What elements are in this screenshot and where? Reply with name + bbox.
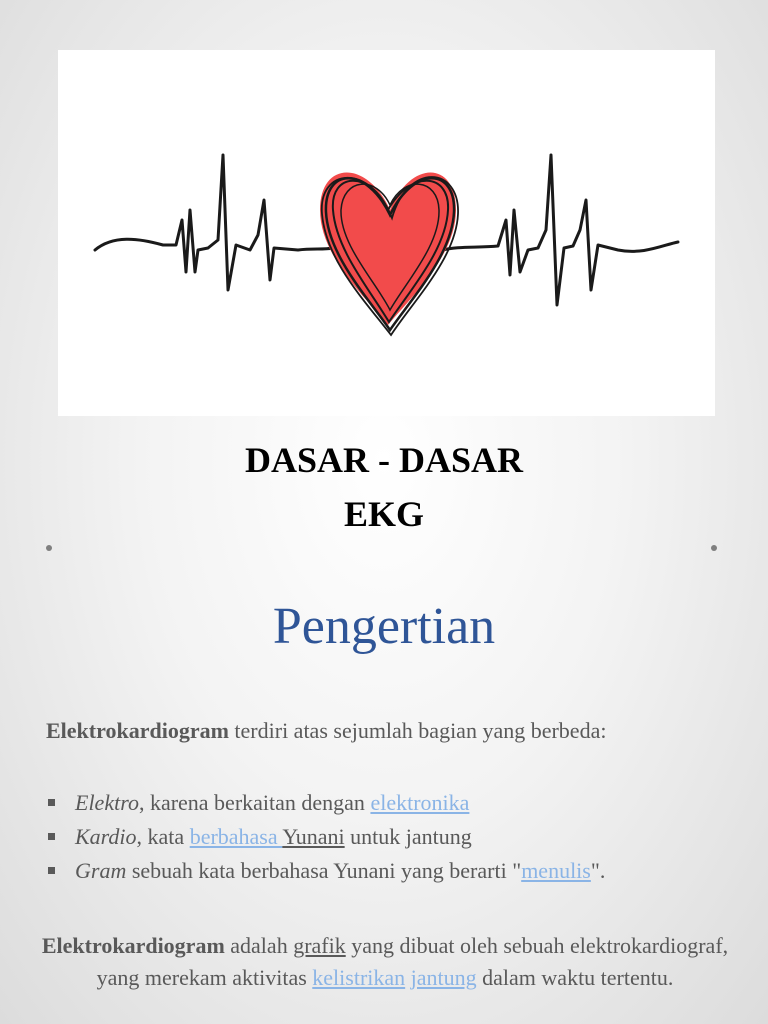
underlined-yunani: Yunani: [282, 824, 345, 849]
hero-image-heart-ekg: [58, 50, 715, 416]
definition-bullet-list: [46, 786, 736, 888]
bullet-term: Gram: [75, 858, 127, 883]
ekg-line-right: [443, 155, 678, 305]
bullet-term: Kardio: [75, 824, 137, 849]
definition-bold-term: Elektrokardiogram: [41, 933, 225, 958]
intro-text: terdiri atas sejumlah bagian yang berbeda:: [228, 718, 607, 743]
link-berbahasa[interactable]: berbahasa: [189, 824, 283, 849]
definition-paragraph: [40, 930, 730, 994]
divider-dot-left: [46, 545, 52, 551]
bullet-text: untuk jantung: [344, 824, 472, 849]
definition-text: dalam waktu tertentu.: [476, 965, 674, 990]
link-elektronika[interactable]: elektronika: [370, 790, 470, 815]
intro-bold-term: Elektrokardiogram: [46, 718, 229, 743]
link-jantung[interactable]: jantung: [410, 965, 477, 990]
intro-paragraph: [46, 716, 726, 746]
underlined-grafik: grafik: [293, 933, 346, 958]
bullet-square-icon: [48, 833, 55, 840]
bullet-square-icon: [48, 867, 55, 874]
heart-ekg-illustration: [58, 50, 715, 416]
link-menulis[interactable]: menulis: [521, 858, 591, 883]
ekg-line-left: [95, 155, 333, 290]
list-item: [46, 786, 736, 820]
bullet-text: ".: [590, 858, 606, 883]
definition-text: adalah: [224, 933, 294, 958]
section-heading: Pengertian: [272, 598, 496, 655]
bullet-text: , karena berkaitan dengan: [138, 790, 371, 815]
bullet-square-icon: [48, 799, 55, 806]
bullet-text: , kata: [136, 824, 190, 849]
slide-title-line2: EKG: [343, 494, 424, 534]
divider-dot-right: [711, 545, 717, 551]
link-kelistrikan[interactable]: kelistrikan: [312, 965, 406, 990]
bullet-text: sebuah kata berbahasa Yunani yang berarti ": [126, 858, 522, 883]
slide-title-line1: DASAR - DASAR: [244, 440, 523, 480]
list-item: [46, 854, 736, 888]
list-item: [46, 820, 736, 854]
definition-text: yang dibuat oleh sebuah elektrokardiograf, yang merekam aktivitas: [96, 933, 729, 990]
bullet-term: Elektro: [75, 790, 139, 815]
